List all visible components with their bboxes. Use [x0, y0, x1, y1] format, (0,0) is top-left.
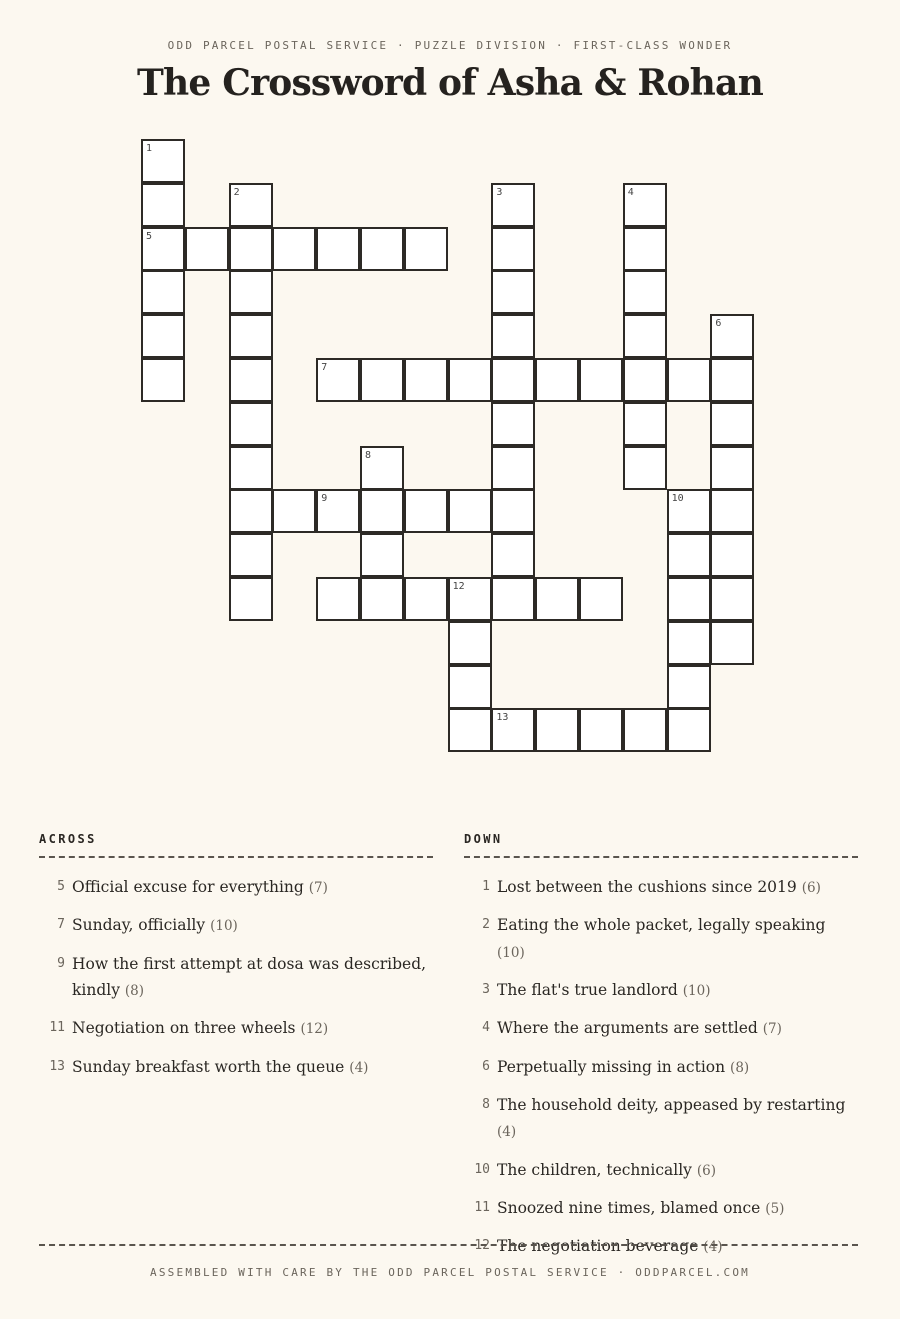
- clue-text: [72, 1015, 433, 1041]
- clue-number: 3: [496, 186, 503, 198]
- clue-text: [497, 1054, 858, 1080]
- grid-cell[interactable]: [579, 708, 623, 752]
- grid-cell[interactable]: [710, 577, 754, 621]
- down-clue[interactable]: [464, 874, 858, 900]
- clue-number: 9: [321, 493, 328, 505]
- down-clue[interactable]: [464, 1157, 858, 1183]
- grid-cell[interactable]: [229, 183, 273, 227]
- clue-number: 2: [233, 186, 240, 198]
- clue-text-body: The negotiation beverage: [497, 1237, 699, 1256]
- grid-cell[interactable]: [535, 358, 579, 402]
- grid-cell[interactable]: [491, 708, 535, 752]
- grid-cell[interactable]: [491, 183, 535, 227]
- clue-text-body: Perpetually missing in action: [497, 1057, 726, 1076]
- grid-cell[interactable]: [535, 708, 579, 752]
- grid-cell[interactable]: [491, 489, 535, 533]
- grid-cell[interactable]: [229, 402, 273, 446]
- clue-number: 8: [482, 1097, 490, 1113]
- grid-cell[interactable]: [667, 489, 711, 533]
- grid-cell[interactable]: [448, 621, 492, 665]
- clue-number: 8: [365, 449, 372, 461]
- grid-cell[interactable]: [667, 708, 711, 752]
- down-clue[interactable]: [464, 1092, 858, 1145]
- clue-number: 13: [496, 712, 509, 724]
- grid-cell[interactable]: [623, 446, 667, 490]
- grid-cell[interactable]: [316, 358, 360, 402]
- down-clue[interactable]: [464, 977, 858, 1003]
- across-clues: [39, 832, 433, 1092]
- clue-number: 12: [474, 1238, 490, 1254]
- down-clue[interactable]: [464, 1233, 858, 1259]
- clue-text: [72, 951, 433, 1004]
- clue-number: 11: [49, 1020, 65, 1036]
- clue-number: 4: [627, 186, 634, 198]
- clue-length: (4): [703, 1239, 723, 1256]
- grid-cell[interactable]: [623, 358, 667, 402]
- grid-cell[interactable]: [229, 270, 273, 314]
- grid-cell[interactable]: [316, 227, 360, 271]
- clue-length: (10): [682, 983, 711, 1000]
- grid-cell[interactable]: [710, 446, 754, 490]
- clue-text: [497, 1015, 858, 1041]
- clue-number: 10: [671, 493, 684, 505]
- clue-text: [497, 1233, 858, 1259]
- grid-cell[interactable]: [623, 270, 667, 314]
- grid-cell[interactable]: [535, 577, 579, 621]
- clue-text: [497, 874, 858, 900]
- across-clue[interactable]: [39, 1015, 433, 1041]
- grid-cell[interactable]: [141, 183, 185, 227]
- clue-text-body: Official excuse for everything: [72, 878, 304, 896]
- down-clue[interactable]: [464, 1195, 858, 1221]
- grid-cell[interactable]: [710, 621, 754, 665]
- grid-cell[interactable]: [491, 314, 535, 358]
- clue-text-body: Eating the whole packet, legally speaking: [497, 916, 826, 935]
- grid-cell[interactable]: [667, 533, 711, 577]
- across-clue[interactable]: [39, 951, 433, 1004]
- grid-cell[interactable]: [360, 446, 404, 490]
- down-heading: DOWN: [464, 832, 858, 858]
- grid-cell[interactable]: [710, 314, 754, 358]
- clue-length: (6): [696, 1162, 717, 1179]
- grid-cell[interactable]: [491, 446, 535, 490]
- clue-text-body: Lost between the cushions since 2019: [497, 878, 797, 896]
- grid-cell[interactable]: [360, 227, 404, 271]
- grid-cell[interactable]: [229, 446, 273, 490]
- grid-cell[interactable]: [404, 358, 448, 402]
- clue-text: [72, 874, 433, 900]
- grid-cell[interactable]: [360, 358, 404, 402]
- grid-cell[interactable]: [710, 402, 754, 446]
- clue-text: [497, 1195, 858, 1221]
- clue-number: 1: [482, 879, 490, 894]
- grid-cell[interactable]: [491, 533, 535, 577]
- grid-cell[interactable]: [229, 489, 273, 533]
- grid-cell[interactable]: [316, 577, 360, 621]
- grid-cell[interactable]: [491, 577, 535, 621]
- grid-cell[interactable]: [272, 227, 316, 271]
- grid-cell[interactable]: [579, 577, 623, 621]
- grid-cell[interactable]: [141, 270, 185, 314]
- down-clue[interactable]: [464, 912, 858, 965]
- grid-cell[interactable]: [710, 489, 754, 533]
- clue-length: (10): [210, 918, 238, 935]
- grid-cell[interactable]: [229, 227, 273, 271]
- clue-length: (8): [730, 1059, 750, 1076]
- grid-cell[interactable]: [491, 270, 535, 314]
- down-clues: [464, 832, 858, 1272]
- clue-number: 3: [482, 982, 490, 998]
- grid-cell[interactable]: [623, 314, 667, 358]
- grid-cell[interactable]: [623, 183, 667, 227]
- clue-text-body: The children, technically: [497, 1160, 692, 1179]
- grid-cell[interactable]: [316, 489, 360, 533]
- across-clue[interactable]: [39, 1054, 433, 1080]
- across-clue-list: [39, 874, 433, 1080]
- clue-length: (7): [308, 880, 328, 896]
- grid-cell[interactable]: [404, 577, 448, 621]
- grid-cell[interactable]: [404, 489, 448, 533]
- tagline: ODD PARCEL POSTAL SERVICE · PUZZLE DIVISION · FIRST-CLASS WONDER: [167, 39, 733, 52]
- clue-text: [497, 1092, 858, 1145]
- clue-text-body: Sunday, officially: [72, 916, 206, 935]
- grid-cell[interactable]: [141, 227, 185, 271]
- grid-cell[interactable]: [710, 533, 754, 577]
- grid-cell[interactable]: [667, 665, 711, 709]
- grid-cell[interactable]: [229, 314, 273, 358]
- down-clue[interactable]: [464, 1015, 858, 1041]
- grid-cell[interactable]: [360, 533, 404, 577]
- grid-cell[interactable]: [448, 358, 492, 402]
- clue-length: (8): [124, 983, 145, 1000]
- clue-length: (4): [349, 1059, 369, 1076]
- page-title: The Crossword of Asha & Rohan: [137, 62, 763, 104]
- across-heading: ACROSS: [39, 832, 433, 858]
- grid-cell[interactable]: [272, 489, 316, 533]
- clue-text-body: Snoozed nine times, blamed once: [497, 1199, 761, 1218]
- grid-cell[interactable]: [404, 227, 448, 271]
- grid-cell[interactable]: [623, 708, 667, 752]
- clue-number: 4: [482, 1020, 490, 1036]
- grid-cell[interactable]: [667, 621, 711, 665]
- grid-cell[interactable]: [141, 139, 185, 183]
- clue-number: 7: [57, 917, 65, 933]
- clue-number: 1: [146, 143, 153, 154]
- clue-number: 7: [321, 362, 328, 373]
- clue-text: [497, 977, 858, 1003]
- grid-cell[interactable]: [623, 227, 667, 271]
- clue-length: (4): [497, 1124, 517, 1141]
- grid-cell[interactable]: [448, 577, 492, 621]
- clue-number: 5: [57, 879, 65, 894]
- clue-number: 6: [715, 318, 722, 330]
- grid-cell[interactable]: [491, 402, 535, 446]
- grid-cell[interactable]: [448, 665, 492, 709]
- grid-cell[interactable]: [360, 577, 404, 621]
- footer-credit: ASSEMBLED WITH CARE BY THE ODD PARCEL POSTAL SERVICE · ODDPARCEL.COM: [150, 1266, 750, 1279]
- clue-number: 11: [474, 1200, 490, 1216]
- grid-cell[interactable]: [229, 577, 273, 621]
- grid-cell[interactable]: [141, 358, 185, 402]
- clue-text-body: How the first attempt at dosa was described, kindly: [72, 954, 427, 1000]
- grid-cell[interactable]: [229, 533, 273, 577]
- clue-length: (6): [801, 880, 821, 896]
- grid-cell[interactable]: [491, 227, 535, 271]
- down-clue-list: [464, 874, 858, 1260]
- grid-cell[interactable]: [491, 358, 535, 402]
- clue-length: (5): [765, 1201, 785, 1218]
- clue-number: 9: [57, 955, 65, 971]
- clue-number: 5: [146, 230, 153, 242]
- grid-cell[interactable]: [623, 402, 667, 446]
- clue-text-body: The household deity, appeased by restarting: [497, 1096, 846, 1115]
- clue-text-body: Negotiation on three wheels: [72, 1019, 296, 1038]
- grid-cell[interactable]: [667, 358, 711, 402]
- grid-cell[interactable]: [448, 489, 492, 533]
- grid-cell[interactable]: [185, 227, 229, 271]
- clue-text: [497, 1157, 858, 1183]
- footer-divider: [39, 1244, 858, 1246]
- across-clue[interactable]: [39, 874, 433, 900]
- grid-cell[interactable]: [448, 708, 492, 752]
- clue-number: 2: [482, 917, 490, 933]
- clue-text-body: The flat's true landlord: [497, 981, 678, 1000]
- clue-text: [497, 912, 858, 965]
- clue-text-body: Sunday breakfast worth the queue: [72, 1057, 345, 1076]
- clue-number: 6: [482, 1058, 490, 1074]
- clue-number: 13: [49, 1058, 65, 1074]
- clue-length: (7): [762, 1021, 782, 1038]
- grid-cell[interactable]: [579, 358, 623, 402]
- clue-number: 10: [474, 1161, 490, 1177]
- grid-cell[interactable]: [710, 358, 754, 402]
- clue-number: 12: [452, 581, 465, 592]
- clue-text: [72, 1054, 433, 1080]
- clue-length: (10): [497, 944, 525, 961]
- grid-cell[interactable]: [667, 577, 711, 621]
- clue-text-body: Where the arguments are settled: [497, 1019, 758, 1038]
- down-clue[interactable]: [464, 1054, 858, 1080]
- grid-cell[interactable]: [360, 489, 404, 533]
- grid-cell[interactable]: [229, 358, 273, 402]
- across-clue[interactable]: [39, 912, 433, 938]
- clue-text: [72, 912, 433, 938]
- grid-cell[interactable]: [141, 314, 185, 358]
- clue-length: (12): [300, 1021, 329, 1038]
